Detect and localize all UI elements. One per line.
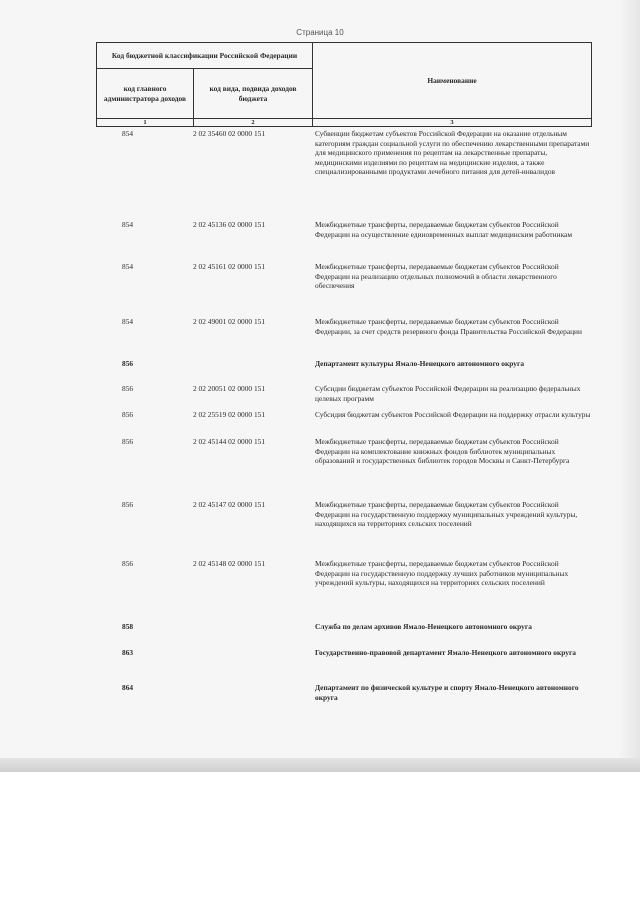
admin-code: 856	[122, 559, 134, 568]
table-header	[96, 42, 592, 127]
income-code: 2 02 49001 02 0000 151	[193, 317, 266, 326]
income-name: Субсидия бюджетам субъектов Российской Федерации на поддержку отрасли культуры	[315, 410, 591, 419]
admin-code: 856	[122, 384, 134, 393]
header-admin-code-column: код главного администратора доходов	[97, 69, 194, 119]
income-code: 2 02 45161 02 0000 151	[193, 262, 266, 271]
income-name: Межбюджетные трансферты, передаваемые бюджетам субъектов Российской Федерации на реализацию отдельных полномочий в области лекарственного обеспечения	[315, 262, 559, 291]
income-code: 2 02 25519 02 0000 151	[193, 410, 266, 419]
income-name: Межбюджетные трансферты, передаваемые бюджетам субъектов Российской Федерации на государственную поддержку муниципальных учреждений культуры, находящихся на территориях сельских поселений	[315, 500, 578, 529]
admin-code: 854	[122, 317, 134, 326]
admin-code: 856	[122, 437, 134, 446]
admin-code: 854	[122, 262, 134, 271]
header-name-column: Наименование	[313, 43, 592, 119]
scan-bottom-shadow	[0, 758, 640, 772]
admin-code: 856	[122, 500, 134, 509]
header-number-3: 3	[313, 119, 592, 127]
admin-code: 858	[122, 622, 134, 631]
admin-code: 856	[122, 410, 134, 419]
income-code: 2 02 45136 02 0000 151	[193, 220, 266, 229]
admin-code: 864	[122, 683, 134, 692]
admin-code: 856	[122, 359, 134, 368]
department-name: Служба по делам архивов Ямало-Ненецкого автономного округа	[315, 622, 532, 631]
income-name: Межбюджетные трансферты, передаваемые бюджетам субъектов Российской Федерации на государственную поддержку лучших работников муниципальных учреждений культуры, находящихся на территориях сельских поселений	[315, 559, 569, 588]
department-name: Департамент культуры Ямало-Ненецкого автономного округа	[315, 359, 525, 368]
income-code: 2 02 35460 02 0000 151	[193, 129, 266, 138]
department-name: Государственно-правовой департамент Ямало-Ненецкого автономного округа	[315, 648, 577, 657]
admin-code: 854	[122, 129, 134, 138]
header-kind-code-column: код вида, подвида доходов бюджета	[194, 69, 313, 119]
income-code: 2 02 45144 02 0000 151	[193, 437, 266, 446]
header-group-title: Код бюджетной классификации Российской Федерации	[97, 43, 313, 69]
income-code: 2 02 45147 02 0000 151	[193, 500, 266, 509]
department-name: Департамент по физической культуре и спорту Ямало-Ненецкого автономного округа	[315, 683, 579, 702]
admin-code: 863	[122, 648, 134, 657]
income-name: Субсидии бюджетам субъектов Российской Федерации на реализацию федеральных целевых программ	[315, 384, 581, 403]
income-code: 2 02 45148 02 0000 151	[193, 559, 266, 568]
scan-edge-shadow	[618, 0, 640, 772]
income-name: Межбюджетные трансферты, передаваемые бюджетам субъектов Российской Федерации на комплектование книжных фондов библиотек муниципальных образований и государственных библиотек городов Москвы и Санкт-Петербурга	[315, 437, 570, 466]
income-code: 2 02 20051 02 0000 151	[193, 384, 266, 393]
header-number-1: 1	[97, 119, 194, 127]
page-number-label: Страница 10	[296, 28, 344, 37]
admin-code: 854	[122, 220, 134, 229]
header-number-2: 2	[194, 119, 313, 127]
budget-classification-table	[96, 42, 591, 702]
income-name: Субвенции бюджетам субъектов Российской Федерации на оказание отдельным категориям граждан социальной услуги по обеспечению лекарственными препаратами для медицинского применения по рецептам на лекарственные препараты, медицинскими изделиями по рецептам на медицинские изделия, а также специализированными продуктами лечебного питания для детей-инвалидов	[315, 129, 590, 177]
income-name: Межбюджетные трансферты, передаваемые бюджетам субъектов Российской Федерации, за счет средств резервного фонда Правительства Российской Федерации	[315, 317, 582, 336]
income-name: Межбюджетные трансферты, передаваемые бюджетам субъектов Российской Федерации на осуществление единовременных выплат медицинским работникам	[315, 220, 573, 239]
